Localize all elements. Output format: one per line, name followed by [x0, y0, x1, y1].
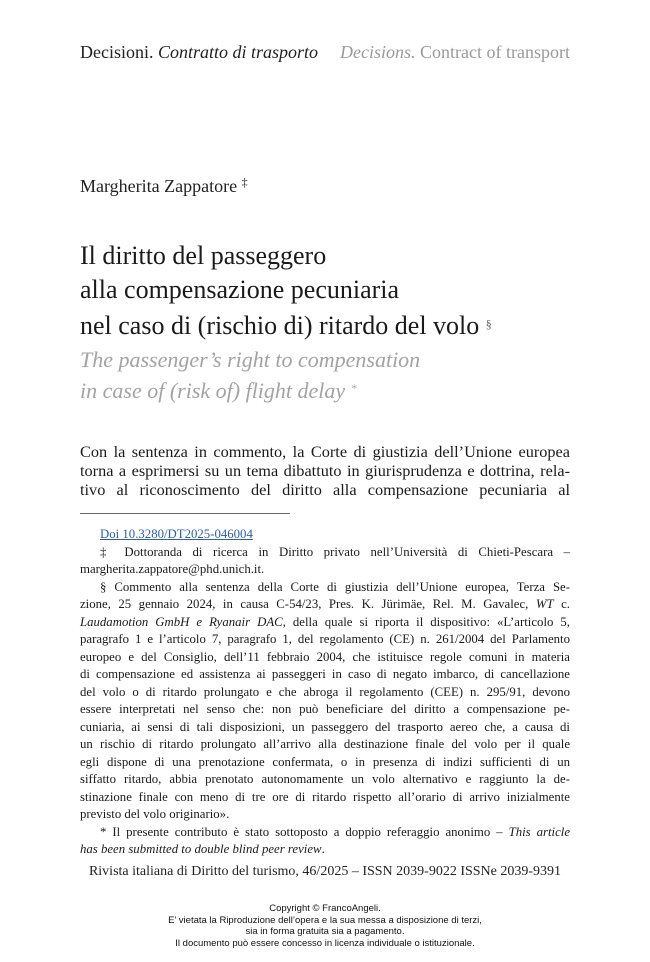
- title-line: nel caso di (rischio di) ritardo del volo §: [80, 311, 492, 340]
- subtitle-line: in case of (risk of) flight delay *: [80, 378, 357, 403]
- footnote-author-email: margherita.zappatore@phd.unich.it.: [80, 562, 265, 576]
- copyright-line: E’ vietata la Riproduzione dell’opera e la sua messa a disposizione di terzi,: [168, 914, 482, 926]
- doi-link[interactable]: Doi 10.3280/DT2025-046004: [100, 527, 253, 541]
- title-footnote-mark: §: [485, 317, 492, 331]
- article-subtitle-english: [80, 346, 420, 405]
- footnote-review-line: * Il presente contributo è stato sottoposto a doppio referaggio anonimo – This article: [100, 824, 571, 839]
- footnote-comment-line: di compensazione ed assistenza ai passeggeri in caso di negato imbarco, di cancellazione: [80, 667, 570, 681]
- author-footnote-mark: ‡: [241, 175, 248, 189]
- footnote-review-line: has been submitted to double blind peer review.: [80, 842, 325, 856]
- footnote-comment-line: Laudamotion GmbH e Ryanair DAC, della quale si riporta il dispositivo: «L’articolo 5,: [80, 614, 570, 629]
- footnote-divider: [80, 513, 290, 514]
- article-title: [80, 239, 492, 343]
- copyright-line: Il documento può essere concesso in licenza individuale o istituzionale.: [175, 938, 475, 950]
- copyright-line: Copyright © FrancoAngeli.: [269, 903, 381, 914]
- author: [80, 175, 248, 197]
- body-paragraph: [80, 442, 570, 499]
- header-section-label: Decisioni.: [80, 42, 154, 62]
- header-section-topic: Contratto di trasporto: [158, 42, 319, 62]
- footnote-comment-line: del volo o di ritardo prolungato e che abroga il regolamento (CEE) n. 295/91, devono: [80, 684, 570, 699]
- running-header-italian: [80, 42, 318, 63]
- copyright-line: sia in forma gratuita sia a pagamento.: [245, 926, 405, 938]
- journal-citation: Rivista italiana di Diritto del turismo, 46/2025 – ISSN 2039-9022 ISSNe 2039-9391: [88, 864, 562, 879]
- body-line: Con la sentenza in commento, la Corte di giustizia dell’Unione europea: [80, 442, 570, 461]
- footnote-author-line: ‡ Dottoranda di ricerca in Diritto privato nell’Università di Chieti-Pescara –: [100, 544, 570, 559]
- subtitle-line: The passenger’s right to compensation: [80, 347, 421, 372]
- header-section-topic-en: Contract of transport: [420, 42, 570, 62]
- running-header-english: [340, 42, 570, 63]
- footnote-comment-line: egli dispone di una prenotazione confermata, o in presenza di indizi sufficienti di un: [80, 754, 570, 769]
- subtitle-footnote-mark: *: [350, 381, 357, 395]
- header-section-label-en: Decisions.: [340, 42, 416, 62]
- footnote-comment-line: europeo e del Consiglio, dell’11 febbraio 2004, che istituisce regole comuni in materia: [80, 649, 570, 664]
- footnote-comment-line: paragrafo 1 e l’articolo 7, paragrafo 1, del regolamento (CE) n. 261/2004 del Parlamento: [80, 632, 570, 646]
- title-line: alla compensazione pecuniaria: [80, 275, 400, 304]
- footnote-comment-line: previsto del volo originario».: [80, 807, 230, 821]
- title-line: Il diritto del passeggero: [80, 241, 327, 270]
- footnote-comment-line: cuniaria, ai sensi di tali disposizioni, un passeggero del trasporto aereo che, a causa di: [80, 719, 570, 734]
- footnote-comment-line: § Commento alla sentenza della Corte di giustizia dell’Unione europea, Terza Se-: [100, 579, 570, 594]
- body-line: tivo al riconoscimento del diritto alla compensazione pecuniaria al: [80, 480, 570, 499]
- footnote-comment-line: stinazione finale con meno di tre ore di ritardo rispetto all’orario di arrivo inizialmente: [80, 789, 570, 804]
- footnote-comment-line: essere interpretati nel senso che: non può beneficiare del diritto a compensazione pe-: [80, 702, 570, 716]
- footnote-comment-line: un rischio di ritardo prolungato all’arrivo alla destinazione finale del volo per il quale: [80, 737, 570, 751]
- author-name: Margherita Zappatore: [80, 176, 238, 196]
- copyright-notice: [0, 903, 650, 950]
- body-line: torna a esprimersi su un tema dibattuto in giurisprudenza e dottrina, rela-: [80, 461, 570, 480]
- footnotes: [80, 526, 570, 859]
- footnote-comment-line: zione, 25 gennaio 2024, in causa C-54/23, Pres. K. Jürimäe, Rel. M. Gavalec, WT c.: [80, 597, 570, 611]
- footnote-comment-line: siffatto ritardo, abbia prenotato autonomamente un volo alternativo e raggiunto la de-: [80, 772, 570, 786]
